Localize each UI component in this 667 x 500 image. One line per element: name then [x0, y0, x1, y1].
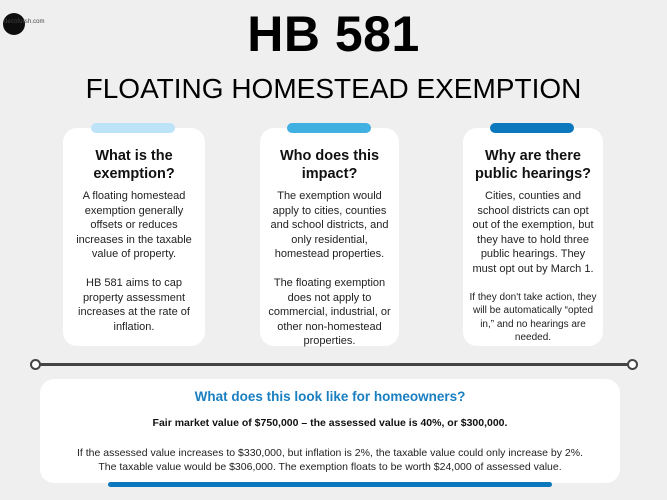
example-heading: What does this look like for homeowners? — [194, 389, 466, 404]
card-heading: What is the exemption? — [93, 148, 175, 182]
divider-line — [36, 363, 630, 366]
example-line-1: If the assessed value increases to $330,000, but inflation is 2%, the taxable value could only increase by 2%. — [76, 447, 584, 459]
bottom-accent-bar — [108, 482, 552, 487]
divider-end-right — [627, 359, 638, 370]
card-paragraph: HB 581 aims to cap property assessment increases at the rate of inflation. — [78, 276, 190, 333]
page-subtitle: FLOATING HOMESTEAD EXEMPTION — [85, 73, 582, 104]
homeowner-example-box — [40, 379, 620, 483]
card-who-impact — [260, 128, 399, 346]
card-paragraph: The exemption would apply to cities, counties and school districts, and only residential, homestead properties. — [270, 190, 389, 261]
fair-market-value-text: Fair market value of $750,000 – the assessed value is 40%, or $300,000. — [152, 417, 508, 429]
card-tab-decoration — [91, 123, 175, 133]
page-title: HB 581 — [247, 6, 420, 62]
card-public-hearings — [463, 128, 603, 346]
example-line-2: The taxable value would be $306,000. The exemption floats to be worth $24,000 of assessed value. — [98, 461, 562, 473]
card-tab-decoration — [287, 123, 371, 133]
card-paragraph: If they don't take action, they will be automatically “opted in,” and no hearings are needed. — [469, 291, 597, 344]
card-what-is-exemption — [63, 128, 205, 346]
card-heading: Who does this impact? — [279, 148, 380, 182]
card-paragraph: Cities, counties and school districts can opt out of the exemption, but they have to hold three public hearings. They must opt out by March 1. — [472, 190, 594, 275]
card-paragraph: The floating exemption does not apply to commercial, industrial, or other non-homestead properties. — [268, 276, 391, 348]
card-paragraph: A floating homestead exemption generally offsets or reduces increases in the taxable value of property. — [76, 190, 192, 261]
logo-text: decofursh.com — [4, 19, 45, 25]
card-heading: Why are there public hearings? — [474, 148, 591, 182]
divider-end-left — [30, 359, 41, 370]
card-tab-decoration — [490, 123, 574, 133]
